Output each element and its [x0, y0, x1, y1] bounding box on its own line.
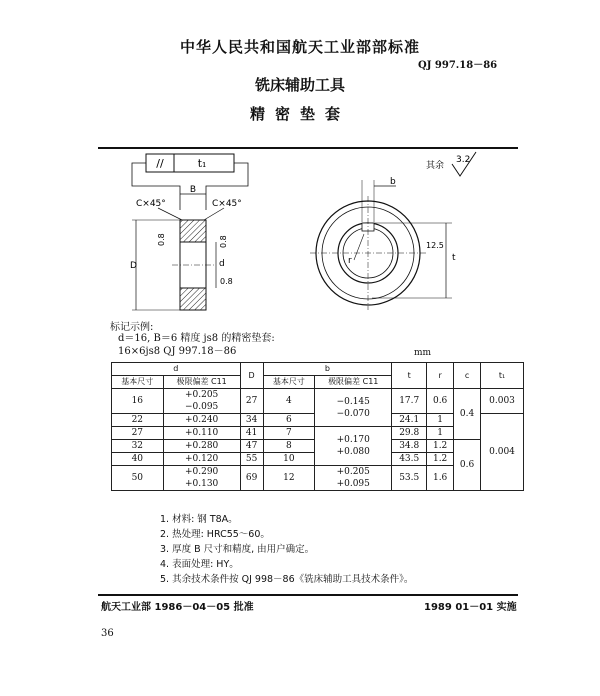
cell-b: 8	[263, 440, 315, 453]
cell-d: 50	[112, 466, 164, 491]
cell-d-dev: +0.290 +0.130	[163, 466, 240, 491]
cell-D: 34	[240, 414, 263, 427]
dim-b: b	[390, 177, 396, 187]
effective-date: 1989 01－01 实施	[424, 602, 517, 613]
footer-rule	[98, 594, 518, 596]
col-d-basic: 基本尺寸	[112, 376, 164, 389]
cell-d-dev: +0.240	[163, 414, 240, 427]
cell-r: 1.2	[427, 440, 454, 453]
approval-date: 航天工业部 1986－04－05 批准	[101, 602, 254, 613]
note-item: 4. 表面处理: HY。	[160, 559, 239, 570]
cell-D: 27	[240, 389, 263, 414]
col-b-limit: 极限偏差 C11	[315, 376, 392, 389]
technical-drawing	[96, 148, 520, 318]
cell-d: 32	[112, 440, 164, 453]
dim-D: D	[130, 261, 137, 271]
col-b-basic: 基本尺寸	[263, 376, 315, 389]
page-number: 36	[101, 628, 114, 639]
cell-t: 53.5	[392, 466, 427, 491]
ring-section-view	[172, 220, 214, 310]
cell-r: 0.6	[427, 389, 454, 414]
cell-c: 0.4	[454, 389, 481, 440]
dimension-table	[111, 362, 524, 491]
cell-t: 24.1	[392, 414, 427, 427]
technical-notes	[160, 512, 413, 587]
dim-t: t	[452, 253, 456, 263]
cell-b-dev: +0.170 +0.080	[315, 427, 392, 466]
cell-t: 34.8	[392, 440, 427, 453]
cell-b: 7	[263, 427, 315, 440]
chamfer-left: C×45°	[136, 199, 166, 209]
roughness-0-8-left: 0.8	[157, 233, 166, 246]
unit-label: mm	[414, 348, 432, 358]
cell-b-dev: +0.205 +0.095	[315, 466, 392, 491]
cell-r: 1	[427, 414, 454, 427]
col-c: c	[454, 363, 481, 389]
table-row	[112, 389, 524, 414]
parallel-symbol: //	[156, 157, 164, 170]
cell-b: 12	[263, 466, 315, 491]
cell-d: 22	[112, 414, 164, 427]
ring-top-view	[310, 196, 426, 310]
dim-d: d	[219, 259, 225, 269]
standard-code: QJ 997.18－86	[418, 60, 498, 71]
tolerance-t1: t₁	[197, 157, 207, 170]
marking-example-title: 标记示例:	[110, 322, 154, 333]
cell-b: 10	[263, 453, 315, 466]
standard-organization: 中华人民共和国航天工业部部标准	[179, 38, 420, 56]
cell-d-dev: +0.110	[163, 427, 240, 440]
document-title: 铣床辅助工具	[254, 76, 345, 94]
note-item: 3. 厚度 B 尺寸和精度, 由用户确定。	[160, 544, 315, 555]
cell-d-dev: +0.205 −0.095	[163, 389, 240, 414]
cell-t: 29.8	[392, 427, 427, 440]
col-d-limit: 极限偏差 C11	[163, 376, 240, 389]
roughness-0-8-right: 0.8	[219, 235, 228, 248]
cell-D: 55	[240, 453, 263, 466]
dim-B: B	[189, 185, 197, 195]
cell-b-dev: −0.145 −0.070	[315, 389, 392, 427]
col-D: D	[240, 363, 263, 389]
surface-rest-label: 其余	[426, 161, 445, 171]
cell-r: 1	[427, 427, 454, 440]
roughness-0-8-bore: 0.8	[220, 277, 233, 286]
cell-t: 17.7	[392, 389, 427, 414]
surface-roughness-value: 3.2	[456, 155, 471, 165]
cell-d-dev: +0.120	[163, 453, 240, 466]
note-item: 5. 其余技术条件按 QJ 998－86《铣床辅助工具技术条件》。	[160, 574, 414, 585]
cell-d: 27	[112, 427, 164, 440]
marking-example-line1: d＝16, B＝6 精度 js8 的精密垫套:	[118, 333, 275, 344]
cell-d: 40	[112, 453, 164, 466]
cell-D: 47	[240, 440, 263, 453]
cell-r: 1.2	[427, 453, 454, 466]
note-item: 1. 材料: 钢 T8A。	[160, 514, 238, 525]
roughness-12-5: 12.5	[426, 241, 444, 250]
chamfer-right: C×45°	[212, 199, 242, 209]
col-t1: t₁	[481, 363, 524, 389]
col-b: b	[263, 363, 392, 376]
cell-D: 41	[240, 427, 263, 440]
col-r: r	[427, 363, 454, 389]
col-t: t	[392, 363, 427, 389]
note-item: 2. 热处理: HRC55～60。	[160, 529, 270, 540]
cell-d: 16	[112, 389, 164, 414]
marking-example-line2: 16×6js8 QJ 997.18－86	[118, 346, 237, 357]
cell-t1: 0.003	[481, 389, 524, 414]
cell-D: 69	[240, 466, 263, 491]
dim-r: r	[348, 256, 352, 266]
cell-t1: 0.004	[481, 414, 524, 491]
cell-d-dev: +0.280	[163, 440, 240, 453]
cell-t: 43.5	[392, 453, 427, 466]
cell-c: 0.6	[454, 440, 481, 491]
cell-r: 1.6	[427, 466, 454, 491]
document-subtitle: 精密垫套	[249, 105, 350, 123]
cell-b: 6	[263, 414, 315, 427]
cell-b: 4	[263, 389, 315, 414]
col-d: d	[112, 363, 241, 376]
